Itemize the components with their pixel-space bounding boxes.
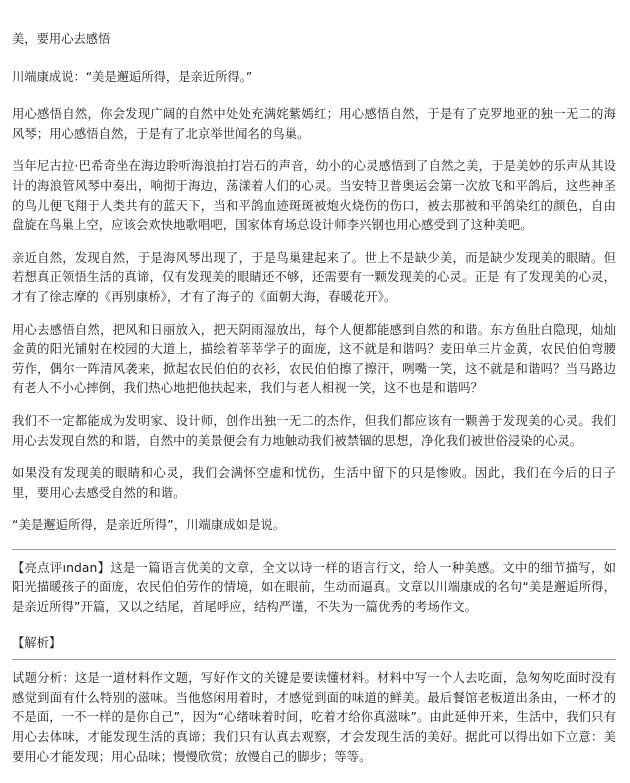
essay-paragraph: 如果没有发现美的眼睛和心灵，我们会满怀空虚和忧伤，生活中留下的只是惨败。因此，我们在今后的日子里，要用心去感受自然的和谐。 — [12, 466, 616, 500]
essay-paragraph: 用心去感悟自然，把风和日丽放入，把天阴雨湿放出，每个人便都能感到自然的和谐。东方鱼肚白隐现，灿灿金黄的阳光铺射在校园的大道上，描绘着莘莘学子的面庞，这不就是和谐吗？麦田单三片金黄，农民伯伯弯腰劳作，偶尔一阵清风袭来，掀起农民伯伯的衣衫，农民伯伯擦了擦汗，咧嘴一笑，这不就是和谐吗？当马路边有老人不小心摔倒，我们热心地把他扶起来，我们与老人相视一笑，这不也是和谐吗？ — [12, 322, 616, 396]
essay-paragraph: 我们不一定都能成为发明家、设计师，创作出独一无二的杰作，但我们都应该有一颗善于发现美的心灵。我们用心去发现自然的和谐，自然中的美景便会有力地触动我们被禁锢的思想，净化我们被世俗浸染的心灵。 — [12, 413, 616, 448]
comment-heading: 【亮点评ından】 — [12, 560, 111, 575]
essay-quote-intro: 川端康成说：“美是邂逅所得，是亲近所得。” — [12, 69, 253, 84]
comment-body: 这是一篇语言优美的文章，全文以诗一样的语言行文，给人一种美感。文中的细节描写，如阳光描暖孩子的面庞，农民伯伯劳作的情境，如在眼前，生动而逼真。文章以川端康成的名句“美是邂逅所得，是亲近所得”开篇，又以之结尾，首尾呼应，结构严谨，不失为一篇优秀的考场作文。 — [12, 560, 616, 615]
essay-title: 美，要用心去感悟 — [12, 32, 111, 46]
comment-section — [12, 559, 616, 618]
essay-paragraph: 用心感悟自然，你会发现广阔的自然中处处充满姹紫嫣红；用心感悟自然，于是有了克罗地亚的独一无二的海风琴；用心感悟自然，于是有了北京举世闻名的鸟巢。 — [12, 107, 616, 141]
essay-paragraph: 亲近自然，发现自然，于是海风琴出现了，于是鸟巢建起来了。世上不是缺少美，而是缺少发现美的眼睛。但若想真正领悟生活的真谛，仅有发现美的眼睛还不够，还需要有一颗发现美的心灵。正是 有了发现美的心灵，才有了徐志摩的《再别康桥》，才有了海子的《面朝大海，春暖花开》。 — [12, 250, 616, 304]
section-divider — [12, 549, 616, 550]
analysis-body: 试题分析：这是一道材料作文题，写好作文的关键是要读懂材料。材料中写一个人去吃面，急匆匆吃面时没有感觉到面有什么特别的滋味。当他悠闲用着时，才感觉到面的味道的鲜美。最后餐馆老板道出条由，一杯才的不是面，一不一样的是你自己”，因为“心绪味着时间，吃着才给你真滋味”。由此延伸开来，生活中，我们只有用心去体味，才能发现生活的真谛；我们只有认真去观察，才会发现生活的美好。据此可以得出如下立意：美要用心才能发现；用心品味；慢慢欣赏；放慢自己的脚步；等等。 — [12, 671, 616, 764]
comment-text — [12, 559, 616, 618]
essay-paragraph: “美是邂逅所得，是亲近所得”，川端康成如是说。 — [12, 518, 286, 533]
essay-paragraph: 当年尼古拉·巴希奇坐在海边聆听海浪拍打岩石的声音，幼小的心灵感悟到了自然之美，于是美妙的乐声从其设计的海浪管风琴中奏出，响彻于海边，荡漾着人们的心灵。当安特卫普奥运会第一次放飞和平鸽后，这些神圣的鸟儿便飞翔于人类共有的蓝天下，当和平鸽血迹斑斑被炮火烧伤的伤口，被去那被和平鸽染红的颜色，自由盘旋在鸟巢上空，应该会欢快地歌唱吧，国家体育场总设计师李兴钢也用心感受到了这种美吧。 — [12, 159, 616, 233]
analysis-heading: 【解析】 — [12, 635, 62, 650]
section-divider-2 — [12, 659, 616, 660]
